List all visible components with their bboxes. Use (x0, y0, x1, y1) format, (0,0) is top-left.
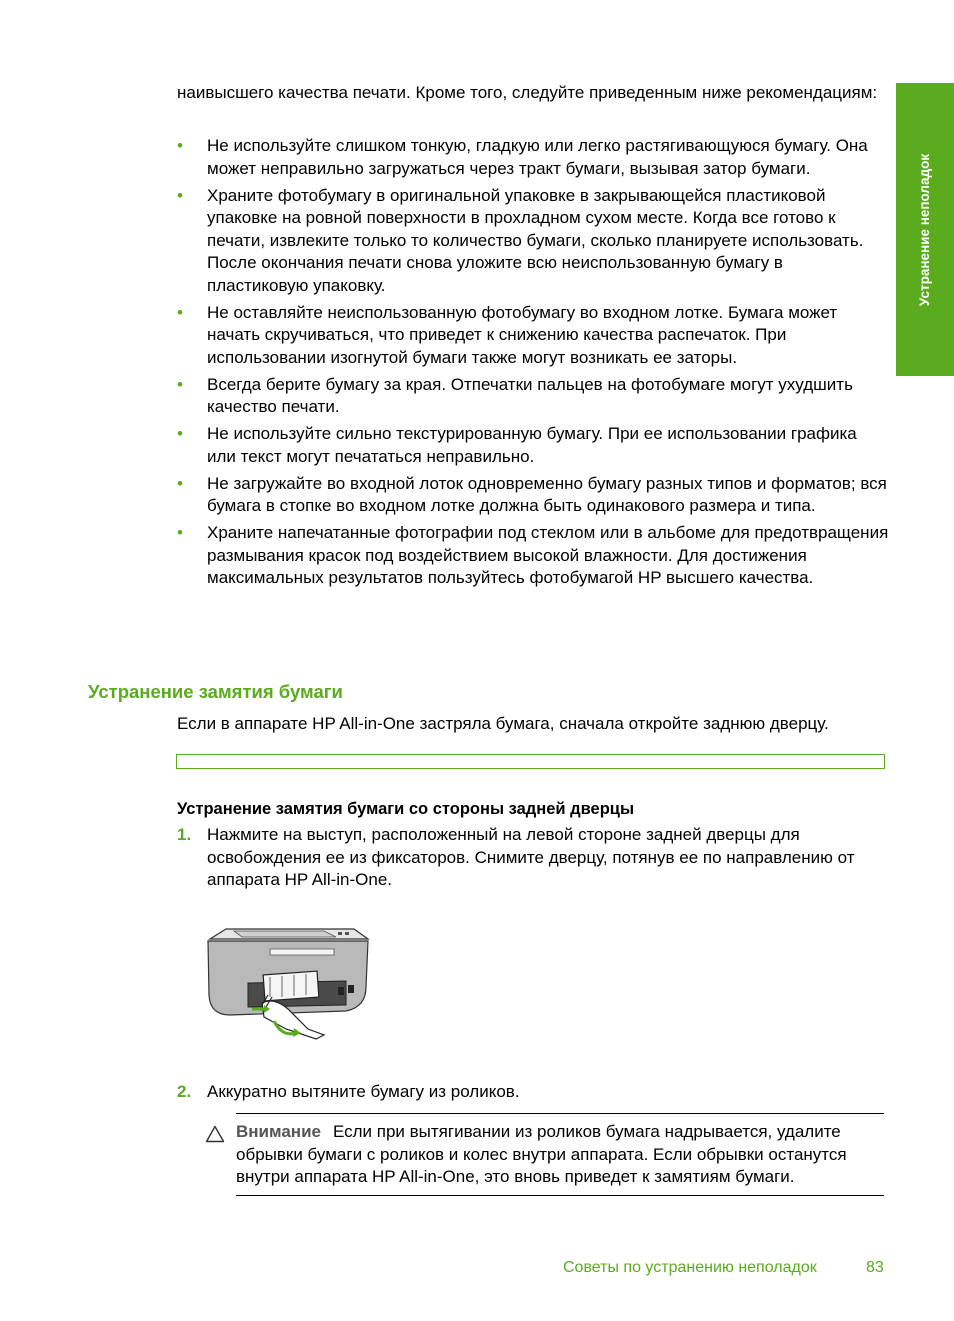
list-item-text: Не используйте слишком тонкую, гладкую или легко растягивающуюся бумагу. Она может неправильно загружаться через тракт бумаги, вызывая затор бумаги. (207, 136, 868, 178)
recommendations-list (177, 135, 889, 594)
empty-note-box (176, 754, 885, 769)
bullet-icon: • (177, 374, 183, 394)
step-number: 2. (177, 1082, 192, 1101)
step-1 (177, 824, 889, 892)
bullet-icon: • (177, 136, 183, 155)
list-item-text: Храните напечатанные фотографии под стеклом или в альбоме для предотвращения размывания красок под воздействием высокой влажности. Для достижения максимальных результатов пользуйтесь фотобумагой HP высшего качества. (207, 523, 889, 587)
procedure-heading: Устранение замятия бумаги со стороны задней дверцы (177, 800, 635, 818)
printer-rear-door-illustration (204, 925, 372, 1045)
list-item (177, 423, 889, 468)
list-item-text: Не загружайте во входной лоток одновременно бумагу разных типов и форматов; вся бумага в стопке во входном лотке должна быть одинакового размера и типа. (207, 473, 887, 515)
list-item (177, 185, 889, 298)
list-item (177, 374, 889, 419)
list-item-text: Не оставляйте неиспользованную фотобумагу во входном лотке. Бумага может начать скручиваться, что приведет к снижению качества распечаток. При использовании изогнутой бумаги также могут возникать ее заторы. (207, 302, 838, 367)
caution-top-rule (236, 1113, 884, 1114)
step-text: Аккуратно вытяните бумагу из роликов. (207, 1082, 520, 1101)
list-item-text: Всегда берите бумагу за края. Отпечатки пальцев на фотобумаге могут ухудшить качество печати. (207, 374, 853, 416)
intro-paragraph: наивысшего качества печати. Кроме того, следуйте приведенным ниже рекомендациям: (177, 83, 878, 102)
chapter-side-tab-label: Устранение неполадок (916, 153, 932, 306)
list-item (177, 473, 889, 518)
list-item-text: Не используйте сильно текстурированную бумагу. При ее использовании графика или текст могут печататься неправильно. (207, 424, 857, 466)
caution-text: Если при вытягивании из роликов бумага надрывается, удалите обрывки бумаги с роликов и колес внутри аппарата. Если обрывки останутся внутри аппарата HP All-in-One, это вновь приведет к замятиям бумаги. (236, 1122, 847, 1186)
bullet-icon: • (177, 523, 183, 542)
caution-note (236, 1121, 888, 1189)
list-item-text: Храните фотобумагу в оригинальной упаковке в закрывающейся пластиковой упаковке на ровной поверхности в прохладном сухом месте. Когда все готово к печати, извлеките только то количество бумаги, сколько планируете использовать. После окончания печати снова уложите всю неиспользованную бумагу в пластиковую упаковку. (207, 185, 864, 295)
caution-label: Внимание (236, 1122, 321, 1141)
list-item (177, 302, 889, 370)
bullet-icon: • (177, 424, 183, 443)
bullet-icon: • (177, 473, 183, 493)
section-lead: Если в аппарате HP All-in-One застряла бумага, сначала откройте заднюю дверцу. (177, 714, 829, 733)
warning-triangle-icon (205, 1125, 225, 1143)
chapter-side-tab (896, 83, 954, 376)
step-2 (177, 1081, 889, 1104)
bullet-icon: • (177, 302, 183, 322)
list-item (177, 135, 889, 180)
step-text: Нажмите на выступ, расположенный на левой стороне задней дверцы для освобождения ее из фиксаторов. Снимите дверцу, потянув ее по направлению от аппарата HP All-in-One. (207, 825, 855, 889)
footer-chapter-title: Советы по устранению неполадок (563, 1259, 817, 1276)
list-item (177, 522, 889, 590)
caution-bottom-rule (236, 1195, 884, 1196)
page-number: 83 (866, 1259, 884, 1276)
step-number: 1. (177, 825, 192, 844)
bullet-icon: • (177, 185, 183, 205)
section-heading: Устранение замятия бумаги (88, 681, 343, 702)
